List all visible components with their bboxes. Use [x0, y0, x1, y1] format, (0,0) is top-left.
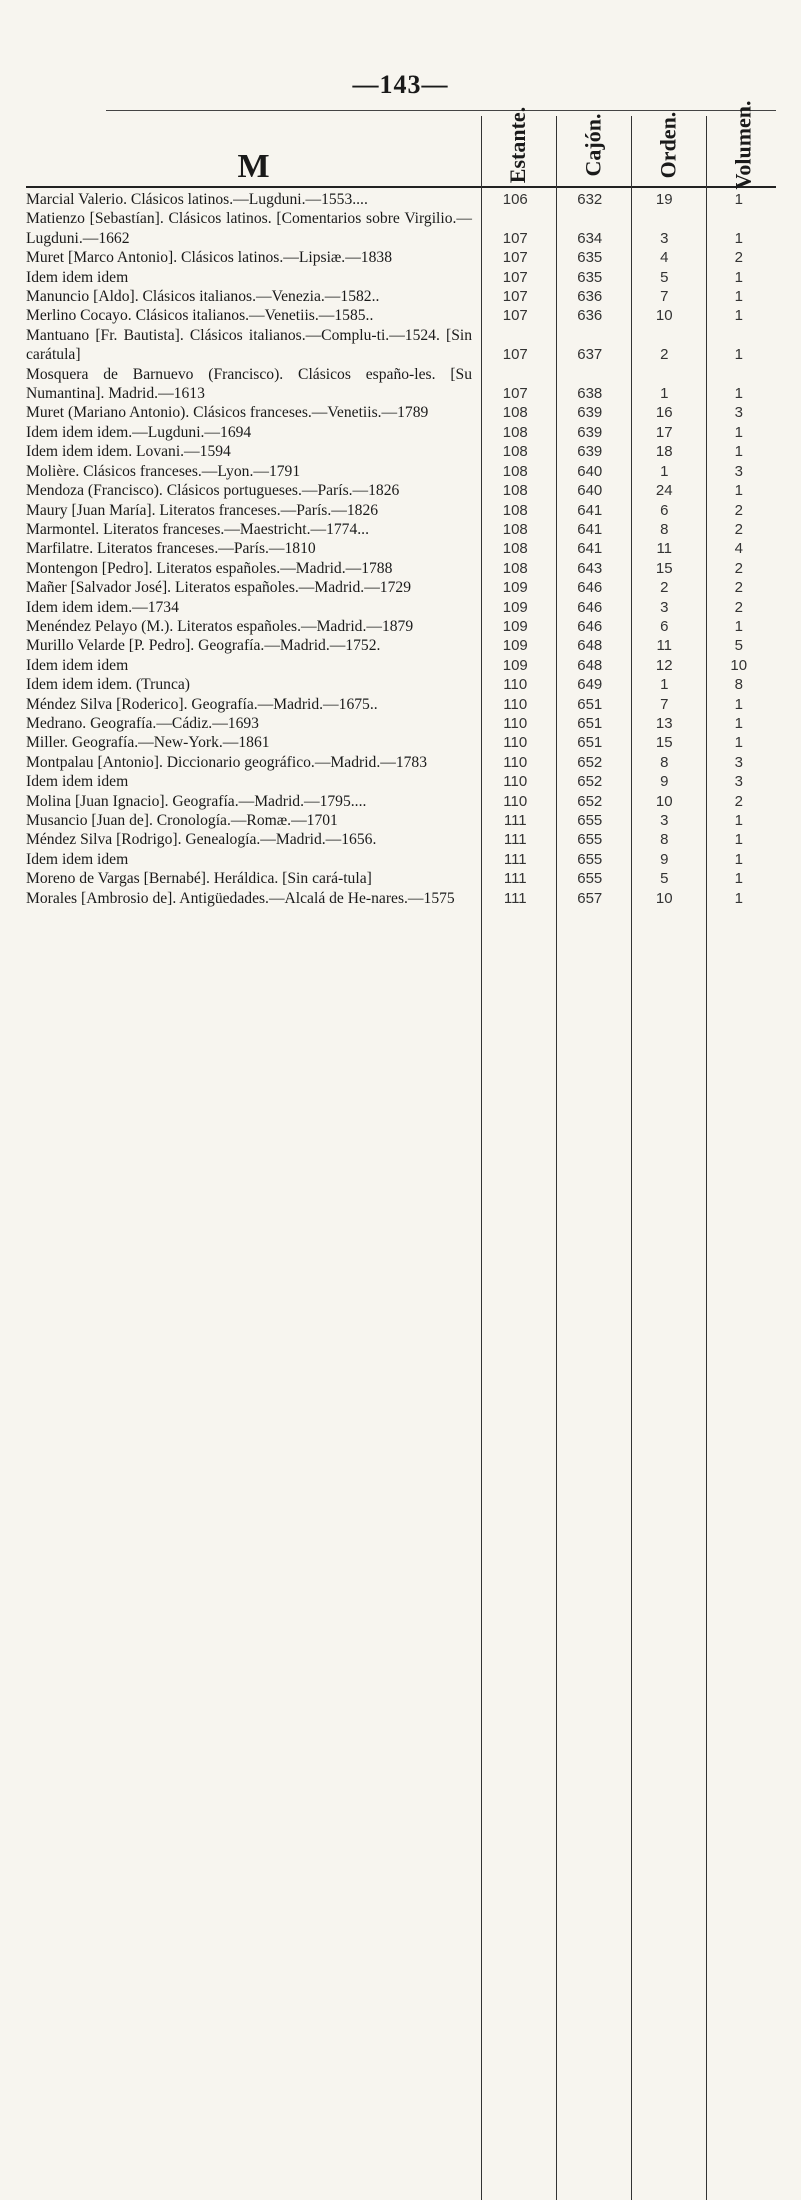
- cell-estante: 110: [503, 792, 528, 810]
- cell-orden: 2: [660, 579, 669, 597]
- table-row: [26, 520, 776, 539]
- cell-cajon: 641: [577, 540, 603, 558]
- cell-orden: 8: [660, 520, 669, 538]
- cell-cajon: 637: [577, 346, 603, 364]
- cell-volumen: 1: [734, 307, 743, 325]
- cell-cajon: 651: [577, 714, 603, 732]
- cell-volumen: 1: [734, 617, 743, 635]
- cell-cajon: 635: [577, 268, 603, 286]
- cell-estante: 111: [503, 870, 527, 888]
- cell-orden: 7: [660, 695, 669, 713]
- cell-orden: 1: [660, 676, 669, 694]
- cell-volumen: 10: [730, 656, 748, 674]
- entry-text: Mendoza (Francisco). Clásicos portugueses.—París.—1826: [26, 482, 400, 500]
- cell-estante: 111: [503, 850, 527, 868]
- cell-orden: 10: [655, 889, 673, 907]
- entry-text: Musancio [Juan de]. Cronología.—Romæ.—1701: [26, 812, 338, 829]
- entry-text: Morales [Ambrosio de]. Antigüedades.—Alcalá de He-nares.—1575: [26, 889, 455, 907]
- cell-estante: 110: [503, 714, 528, 732]
- catalog-table: [26, 100, 776, 1200]
- cell-estante: 110: [503, 773, 528, 791]
- entry-text: Mosquera de Barnuevo (Francisco). Clásicos españo-les. [Su Numantina]. Madrid.—1613: [26, 365, 472, 403]
- cell-estante: 108: [502, 540, 528, 558]
- cell-volumen: 1: [734, 695, 743, 713]
- table-row: [26, 792, 776, 811]
- cell-orden: 2: [660, 346, 669, 364]
- entry-text: Idem idem idem. (Trunca): [26, 676, 190, 694]
- cell-orden: 19: [655, 191, 673, 208]
- table-row: [26, 501, 776, 520]
- cell-orden: 6: [660, 501, 669, 519]
- cell-estante: 107: [502, 288, 528, 306]
- cell-orden: 1: [660, 462, 669, 480]
- entry-text: Méndez Silva [Roderico]. Geografía.—Madrid.—1675..: [26, 695, 378, 713]
- table-row: [26, 268, 776, 287]
- cell-orden: 24: [655, 482, 673, 500]
- table-row: [26, 559, 776, 578]
- cell-volumen: 2: [734, 598, 743, 616]
- cell-cajon: 652: [577, 792, 603, 810]
- table-row: [26, 287, 776, 306]
- cell-volumen: 3: [734, 753, 743, 771]
- table-row: [26, 326, 776, 365]
- table-row: [26, 539, 776, 558]
- entry-text: Miller. Geografía.—New-York.—1861: [26, 734, 270, 752]
- column-header-orden: Orden.: [655, 111, 681, 179]
- cell-estante: 108: [502, 443, 528, 461]
- table-row: [26, 772, 776, 791]
- cell-volumen: 1: [734, 385, 743, 403]
- cell-volumen: 5: [734, 637, 743, 655]
- cell-orden: 1: [660, 385, 669, 403]
- table-row: [26, 462, 776, 481]
- cell-estante: 107: [502, 249, 528, 267]
- page-number: —143—: [352, 70, 449, 99]
- table-row: [26, 423, 776, 442]
- cell-cajon: 634: [577, 229, 603, 247]
- table-row: [26, 365, 776, 404]
- table-row: [26, 753, 776, 772]
- cell-orden: 3: [660, 812, 669, 829]
- cell-estante: 107: [502, 229, 528, 247]
- entry-text: Marmontel. Literatos franceses.—Maestricht.—1774...: [26, 520, 369, 538]
- cell-estante: 110: [503, 676, 528, 694]
- cell-estante: 110: [503, 695, 528, 713]
- column-header-estante: Estante.: [505, 106, 531, 184]
- table-row: [26, 403, 776, 422]
- cell-estante: 106: [502, 191, 528, 208]
- cell-orden: 17: [655, 423, 673, 441]
- cell-volumen: 3: [734, 404, 743, 422]
- entry-text: Muret [Marco Antonio]. Clásicos latinos.—Lipsiæ.—1838: [26, 249, 392, 267]
- cell-volumen: 1: [734, 812, 743, 829]
- cell-estante: 108: [502, 482, 528, 500]
- cell-estante: 107: [502, 307, 528, 325]
- cell-cajon: 639: [577, 443, 603, 461]
- cell-volumen: 2: [734, 501, 743, 519]
- cell-cajon: 639: [577, 423, 603, 441]
- entry-text: Mantuano [Fr. Bautista]. Clásicos italianos.—Complu-ti.—1524. [Sin carátula]: [26, 326, 472, 364]
- cell-cajon: 651: [577, 734, 603, 752]
- cell-volumen: 1: [734, 423, 743, 441]
- cell-estante: 110: [503, 753, 528, 771]
- entry-text: Matienzo [Sebastían]. Clásicos latinos. [Comentarios sobre Virgilio.—Lugduni.—1662: [26, 210, 472, 247]
- cell-cajon: 632: [577, 191, 603, 208]
- table-row: [26, 598, 776, 617]
- cell-estante: 109: [502, 598, 528, 616]
- cell-estante: 107: [502, 268, 528, 286]
- section-letter: M: [237, 148, 270, 185]
- cell-cajon: 639: [577, 404, 603, 422]
- cell-cajon: 648: [577, 637, 603, 655]
- table-row: [26, 889, 776, 908]
- cell-estante: 108: [502, 559, 528, 577]
- entry-text: Moreno de Vargas [Bernabé]. Heráldica. [Sin cará-tula]: [26, 870, 372, 888]
- entry-text: Idem idem idem.—1734: [26, 598, 179, 616]
- table-row: [26, 617, 776, 636]
- cell-volumen: 2: [734, 579, 743, 597]
- cell-orden: 18: [655, 443, 673, 461]
- table-row: [26, 190, 776, 209]
- cell-estante: 108: [502, 520, 528, 538]
- cell-estante: 108: [502, 501, 528, 519]
- entry-text: Marcial Valerio. Clásicos latinos.—Lugduni.—1553....: [26, 191, 368, 208]
- cell-estante: 109: [502, 656, 528, 674]
- cell-cajon: 657: [577, 889, 603, 907]
- table-row: [26, 869, 776, 888]
- cell-orden: 3: [660, 229, 669, 247]
- cell-estante: 107: [502, 346, 528, 364]
- cell-estante: 108: [502, 462, 528, 480]
- cell-volumen: 1: [734, 870, 743, 888]
- cell-cajon: 655: [577, 850, 603, 868]
- cell-volumen: 1: [734, 346, 743, 364]
- cell-orden: 11: [656, 637, 673, 655]
- cell-volumen: 1: [734, 714, 743, 732]
- cell-orden: 10: [655, 307, 673, 325]
- catalog-rows: [26, 190, 776, 908]
- cell-cajon: 651: [577, 695, 603, 713]
- cell-orden: 8: [660, 831, 669, 849]
- entry-text: Mañer [Salvador José]. Literatos españoles.—Madrid.—1729: [26, 579, 411, 597]
- cell-volumen: 1: [734, 191, 743, 208]
- table-row: [26, 811, 776, 830]
- cell-volumen: 1: [734, 734, 743, 752]
- cell-estante: 107: [502, 385, 528, 403]
- cell-volumen: 3: [734, 462, 743, 480]
- cell-cajon: 652: [577, 773, 603, 791]
- table-row: [26, 248, 776, 267]
- cell-orden: 15: [655, 559, 673, 577]
- cell-orden: 11: [656, 540, 673, 558]
- cell-estante: 111: [503, 889, 527, 907]
- cell-cajon: 636: [577, 288, 603, 306]
- cell-volumen: 1: [734, 850, 743, 868]
- table-row: [26, 209, 776, 248]
- cell-volumen: 1: [734, 268, 743, 286]
- entry-text: Montpalau [Antonio]. Diccionario geográfico.—Madrid.—1783: [26, 753, 428, 771]
- cell-cajon: 648: [577, 656, 603, 674]
- cell-cajon: 655: [577, 870, 603, 888]
- cell-estante: 111: [503, 831, 527, 849]
- entry-text: Menéndez Pelayo (M.). Literatos españoles.—Madrid.—1879: [26, 617, 414, 635]
- cell-volumen: 1: [734, 229, 743, 247]
- entry-text: Molina [Juan Ignacio]. Geografía.—Madrid.—1795....: [26, 792, 367, 810]
- table-row: [26, 675, 776, 694]
- cell-cajon: 646: [577, 617, 603, 635]
- entry-text: Murillo Velarde [P. Pedro]. Geografía.—Madrid.—1752.: [26, 637, 381, 655]
- cell-cajon: 641: [577, 520, 603, 538]
- cell-orden: 8: [660, 753, 669, 771]
- entry-text: Molière. Clásicos franceses.—Lyon.—1791: [26, 462, 301, 480]
- cell-cajon: 649: [577, 676, 603, 694]
- entry-text: Marfilatre. Literatos franceses.—París.—1810: [26, 540, 316, 558]
- cell-cajon: 640: [577, 482, 603, 500]
- table-row: [26, 442, 776, 461]
- cell-orden: 3: [660, 598, 669, 616]
- entry-text: Idem idem idem: [26, 850, 129, 868]
- table-row: [26, 656, 776, 675]
- entry-text: Medrano. Geografía.—Cádiz.—1693: [26, 714, 259, 732]
- cell-orden: 7: [660, 288, 669, 306]
- table-row: [26, 714, 776, 733]
- table-row: [26, 636, 776, 655]
- cell-orden: 6: [660, 617, 669, 635]
- cell-estante: 108: [502, 404, 528, 422]
- table-row: [26, 850, 776, 869]
- entry-text: Montengon [Pedro]. Literatos españoles.—Madrid.—1788: [26, 559, 393, 577]
- cell-estante: 109: [502, 579, 528, 597]
- cell-volumen: 1: [734, 831, 743, 849]
- cell-cajon: 638: [577, 385, 603, 403]
- cell-volumen: 8: [734, 676, 743, 694]
- cell-orden: 9: [660, 773, 669, 791]
- entry-text: Idem idem idem: [26, 268, 129, 286]
- table-row: [26, 481, 776, 500]
- cell-orden: 13: [655, 714, 673, 732]
- cell-volumen: 1: [734, 482, 743, 500]
- cell-cajon: 636: [577, 307, 603, 325]
- cell-volumen: 1: [734, 889, 743, 907]
- cell-volumen: 2: [734, 792, 743, 810]
- entry-text: Idem idem idem. Lovani.—1594: [26, 443, 231, 461]
- cell-volumen: 4: [734, 540, 743, 558]
- entry-text: Merlino Cocayo. Clásicos italianos.—Venetiis.—1585..: [26, 307, 374, 325]
- cell-cajon: 646: [577, 579, 603, 597]
- column-header-cajon: Cajón.: [580, 113, 606, 177]
- cell-orden: 16: [655, 404, 673, 422]
- cell-orden: 5: [660, 870, 669, 888]
- cell-cajon: 635: [577, 249, 603, 267]
- entry-text: Méndez Silva [Rodrigo]. Genealogía.—Madrid.—1656.: [26, 831, 377, 849]
- cell-estante: 111: [503, 812, 527, 829]
- cell-cajon: 646: [577, 598, 603, 616]
- cell-orden: 15: [655, 734, 673, 752]
- entry-text: Muret (Mariano Antonio). Clásicos franceses.—Venetiis.—1789: [26, 404, 429, 422]
- cell-cajon: 652: [577, 753, 603, 771]
- cell-cajon: 640: [577, 462, 603, 480]
- cell-volumen: 1: [734, 443, 743, 461]
- entry-text: Idem idem idem: [26, 656, 129, 674]
- column-header-volumen: Volumen.: [730, 100, 756, 190]
- cell-orden: 9: [660, 850, 669, 868]
- cell-orden: 4: [660, 249, 669, 267]
- cell-estante: 108: [502, 423, 528, 441]
- entry-text: Manuncio [Aldo]. Clásicos italianos.—Venezia.—1582..: [26, 288, 380, 306]
- cell-estante: 109: [502, 637, 528, 655]
- cell-estante: 110: [503, 734, 528, 752]
- cell-volumen: 2: [734, 559, 743, 577]
- cell-volumen: 1: [734, 288, 743, 306]
- cell-cajon: 655: [577, 812, 603, 829]
- cell-orden: 12: [655, 656, 673, 674]
- cell-cajon: 655: [577, 831, 603, 849]
- table-row: [26, 306, 776, 325]
- table-row: [26, 733, 776, 752]
- entry-text: Maury [Juan María]. Literatos franceses.—París.—1826: [26, 501, 379, 519]
- cell-cajon: 641: [577, 501, 603, 519]
- table-row: [26, 830, 776, 849]
- entry-text: Idem idem idem.—Lugduni.—1694: [26, 423, 252, 441]
- table-row: [26, 578, 776, 597]
- cell-volumen: 2: [734, 249, 743, 267]
- cell-cajon: 643: [577, 559, 603, 577]
- cell-orden: 5: [660, 268, 669, 286]
- cell-volumen: 2: [734, 520, 743, 538]
- cell-estante: 109: [502, 617, 528, 635]
- cell-orden: 10: [655, 792, 673, 810]
- table-header: [26, 100, 776, 190]
- entry-text: Idem idem idem: [26, 773, 129, 791]
- table-row: [26, 695, 776, 714]
- cell-volumen: 3: [734, 773, 743, 791]
